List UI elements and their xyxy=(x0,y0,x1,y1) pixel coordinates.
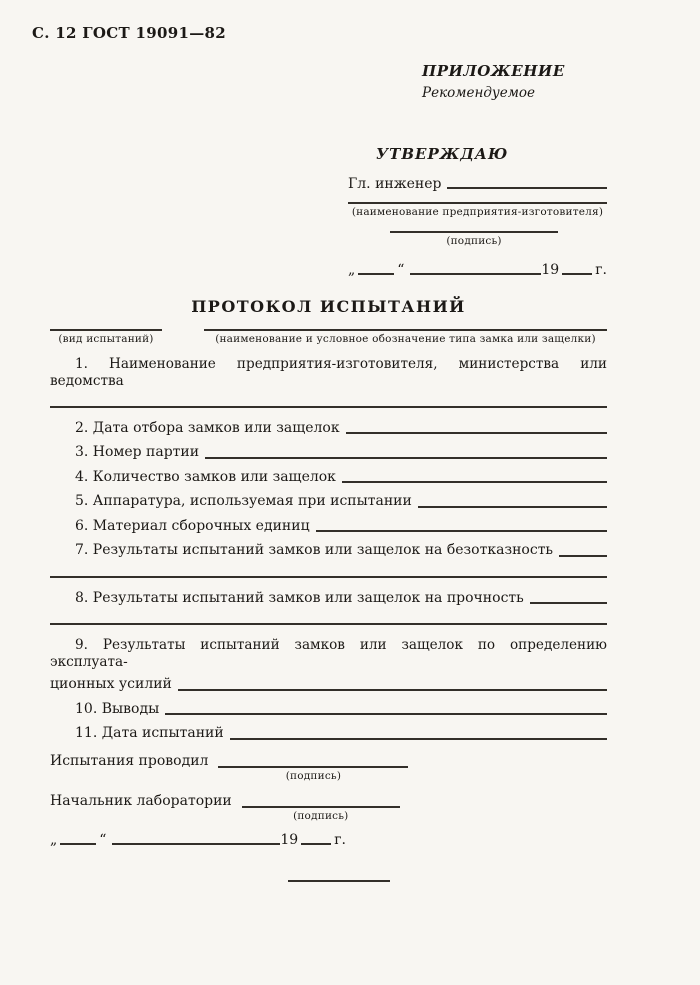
manufacturer-blank xyxy=(348,202,607,204)
caption-gap xyxy=(162,329,204,345)
approval-date-row xyxy=(348,262,607,278)
date-year-prefix: 19 xyxy=(541,262,560,278)
form-item-5-label: 5. Аппаратура, используемая при испытании xyxy=(75,493,412,510)
form-item-10 xyxy=(50,701,607,719)
designation-blank xyxy=(204,329,607,331)
form-item-5 xyxy=(50,493,607,511)
footer-close-quote: “ xyxy=(99,832,107,849)
form-item-3 xyxy=(50,444,607,462)
form-item-3-blank xyxy=(205,457,607,459)
approval-signature-caption: (подпись) xyxy=(446,235,502,247)
end-rule xyxy=(288,880,390,882)
footer-date-day-blank xyxy=(60,843,96,845)
close-quote: “ xyxy=(397,262,405,278)
form-item-8-blank xyxy=(530,602,607,604)
footer-date-year-blank xyxy=(301,843,331,845)
form-item-4-blank xyxy=(342,481,607,483)
form-item-7-blank xyxy=(559,555,607,557)
chief-engineer-row xyxy=(348,176,607,192)
form-item-5-blank xyxy=(418,506,607,508)
test-type-caption: (вид испытаний) xyxy=(58,333,154,345)
form-item-6 xyxy=(50,518,607,536)
appendix-title: ПРИЛОЖЕНИЕ xyxy=(422,62,565,80)
footer-date-month-blank xyxy=(112,843,280,845)
conducted-by-row xyxy=(50,753,607,783)
form-item-9-continued xyxy=(50,676,607,694)
lab-head-signature-field xyxy=(242,793,400,823)
approval-signature-blank xyxy=(390,231,558,233)
conducted-by-label: Испытания проводил xyxy=(50,752,209,769)
form-item-1-blank xyxy=(50,406,607,408)
form-item-4 xyxy=(50,469,607,487)
date-year-suffix: г. xyxy=(595,262,607,278)
manufacturer-caption: (наименование предприятия-изготовителя) xyxy=(351,206,604,218)
page-header: С. 12 ГОСТ 19091—82 xyxy=(32,24,226,42)
form-item-11-label: 11. Дата испытаний xyxy=(75,725,224,742)
form-item-1: 1. Наименование предприятия-изготовителя, министерства или ведомства xyxy=(50,356,607,389)
designation-caption: (наименование и условное обозначение типа замка или защелки) xyxy=(215,333,596,345)
form-item-8-label: 8. Результаты испытаний замков или защелок на прочность xyxy=(75,589,524,606)
approval-signature-block xyxy=(390,231,558,247)
form-item-2 xyxy=(50,420,607,438)
chief-engineer-label: Гл. инженер xyxy=(348,176,442,192)
form-item-2-label: 2. Дата отбора замков или защелок xyxy=(75,419,340,436)
footer-date-year-suffix: г. xyxy=(334,832,346,849)
approval-block xyxy=(348,176,607,278)
lab-head-label: Начальник лаборатории xyxy=(50,793,232,810)
date-year-blank xyxy=(562,273,592,275)
protocol-title: ПРОТОКОЛ ИСПЫТАНИЙ xyxy=(191,297,466,316)
footer-date-row xyxy=(50,832,346,848)
chief-engineer-blank xyxy=(447,187,607,189)
form-item-7 xyxy=(50,542,607,560)
form-item-11-blank xyxy=(230,738,607,740)
form-item-3-label: 3. Номер партии xyxy=(75,444,200,461)
conducted-signature-caption: (подпись) xyxy=(285,769,342,782)
subtitle-captions xyxy=(50,329,607,345)
form-item-9-blank xyxy=(178,689,607,691)
form-item-8 xyxy=(50,590,607,608)
approve-title: УТВЕРЖДАЮ xyxy=(376,145,509,163)
form-item-6-blank xyxy=(316,530,607,532)
appendix-subtitle: Рекомендуемое xyxy=(422,85,536,101)
lab-head-signature-caption: (подпись) xyxy=(293,810,349,823)
open-quote: „ xyxy=(348,262,356,278)
form-item-4-label: 4. Количество замков или защелок xyxy=(75,468,336,485)
form-item-11 xyxy=(50,725,607,743)
date-month-blank xyxy=(410,273,541,275)
form-item-7-label: 7. Результаты испытаний замков или защелок на безотказность xyxy=(75,542,554,559)
designation-field xyxy=(204,329,607,345)
lab-head-row xyxy=(50,793,607,823)
conducted-signature-field xyxy=(218,753,408,783)
footer-open-quote: „ xyxy=(50,832,58,849)
footer-date-year-prefix: 19 xyxy=(280,832,299,849)
form-item-9-label-2: ционных усилий xyxy=(50,676,172,693)
test-type-blank xyxy=(50,329,162,331)
conducted-signature-blank xyxy=(218,753,408,768)
form-item-8-answer-blank xyxy=(50,623,607,625)
form-item-7-answer-blank xyxy=(50,576,607,578)
form-item-10-label: 10. Выводы xyxy=(75,700,160,717)
form-item-2-blank xyxy=(346,432,607,434)
form-item-9: 9. Результаты испытаний замков или защелок по определению эксплуата- xyxy=(50,637,607,671)
lab-head-signature-blank xyxy=(242,793,400,808)
appendix-block xyxy=(422,62,607,101)
form-item-10-blank xyxy=(165,713,607,715)
test-type-field xyxy=(50,329,162,345)
form-item-6-label: 6. Материал сборочных единиц xyxy=(75,517,310,534)
date-day-blank xyxy=(358,273,394,275)
